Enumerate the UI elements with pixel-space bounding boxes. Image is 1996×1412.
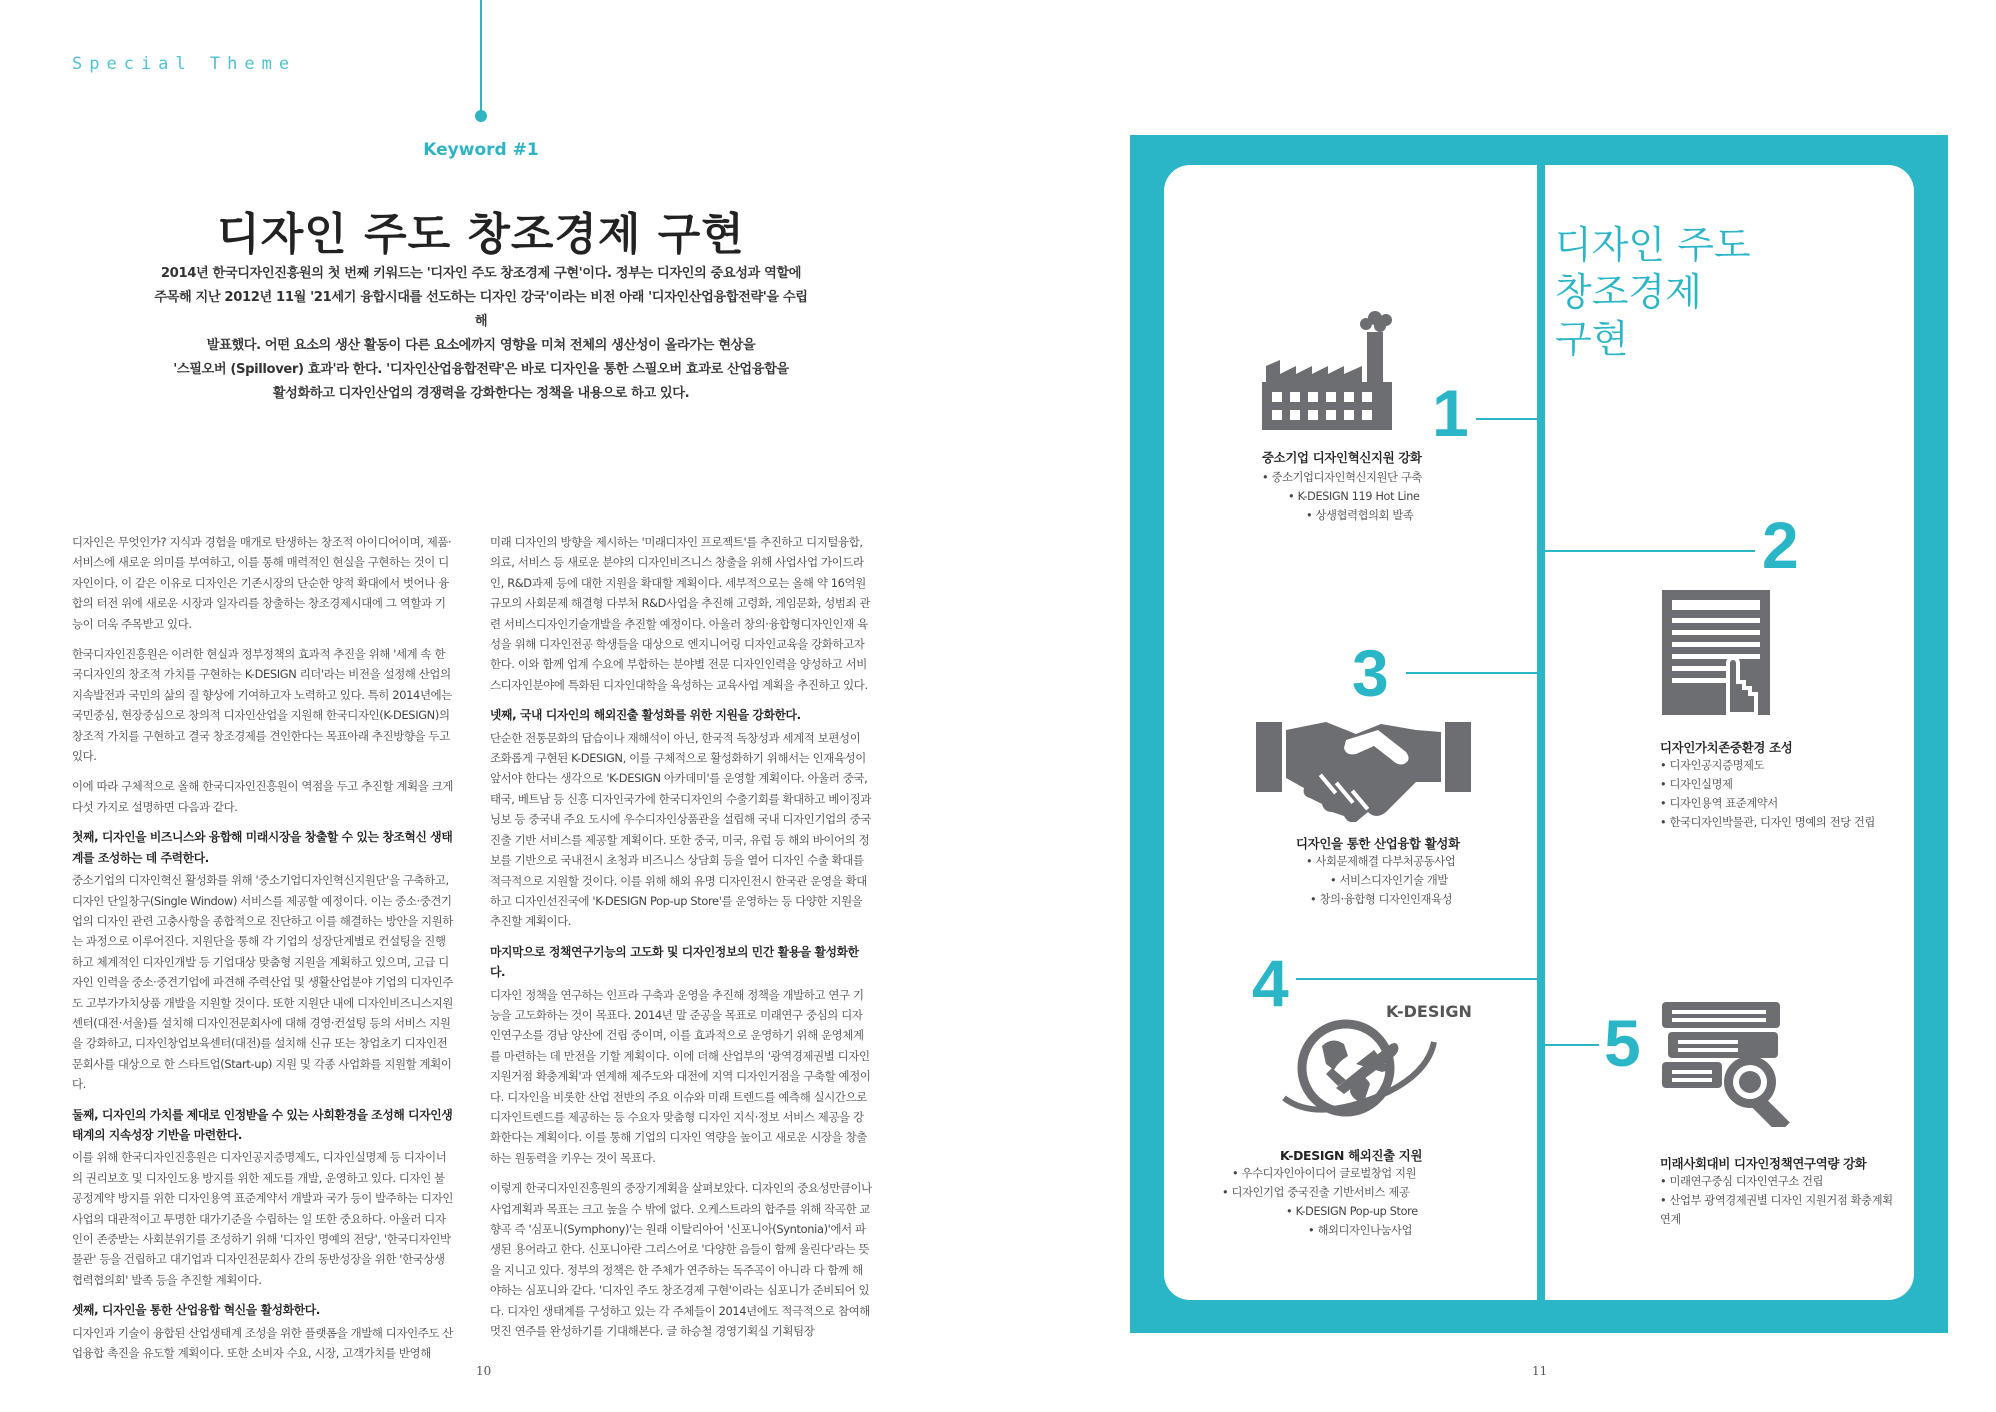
page-number-left: 10	[476, 1364, 492, 1378]
infographic-title-line: 창조경제	[1555, 270, 1702, 314]
infographic-title	[1555, 222, 1751, 363]
keyword-connector-dot	[475, 110, 487, 122]
section-heading: 넷째, 국내 디자인의 해외진출 활성화를 위한 지원을 강화한다.	[490, 708, 801, 723]
keyword-label: Keyword #1	[423, 140, 539, 160]
item-4-bullet: • 우수디자인아이디어 글로벌창업 지원	[1222, 1164, 1537, 1183]
intro-paragraph	[150, 262, 812, 406]
item-4-bullet: • K-DESIGN Pop-up Store	[1222, 1202, 1537, 1221]
item-1-bullet: • 중소기업디자인혁신지원단 구축	[1262, 468, 1542, 487]
item-1-bullets	[1262, 468, 1542, 525]
item-number-5: 5	[1604, 1006, 1641, 1080]
item-2-bullet: • 디자인공지증명제도	[1660, 756, 1900, 775]
section-heading: 둘째, 디자인의 가치를 제대로 인정받을 수 있는 사회환경을 조성해 디자인생태계의 지속성장 기반을 마련한다.	[72, 1107, 453, 1142]
globe-plane-icon	[1278, 1006, 1438, 1126]
intro-line: 활성화하고 디자인산업의 경쟁력을 강화한다는 정책을 내용으로 하고 있다.	[272, 386, 690, 401]
item-number-3: 3	[1352, 636, 1389, 710]
item-4-connector	[1296, 978, 1537, 980]
item-3-bullet: • 서비스디자인기술 개발	[1296, 871, 1536, 890]
factory-icon	[1262, 310, 1417, 430]
item-2-heading: 디자인가치존중환경 조성	[1660, 740, 1793, 755]
item-2-connector	[1545, 550, 1755, 552]
item-1-connector	[1476, 418, 1537, 420]
section-heading: 마지막으로 정책연구기능의 고도화 및 디자인정보의 민간 활용을 활성화한다.	[490, 944, 859, 980]
body-paragraph: 중소기업의 디자인혁신 활성화를 위해 '중소기업디자인혁신지원단'을 구축하고, 디자인 단일창구(Single Window) 서비스를 제공할 예정이다. 이는 중소·중견기업의 디자인 관련 고충사항을 종합적으로 진단하고 이를 해결하는 방안을 지원하는 과정으로 이루어진다. 지원단을 통해 각 기업의 성장단계별로 컨설팅을 진행하고 체계적인 디자인개발 등 기업대상 맞춤형 지원을 계획하고 있으며, 고급 디자인 인력을 중소·중견기업에 파견해 주력산업 및 생활산업분야 기업의 디자인주도 고부가가치상품 개발을 지원할 것이다. 또한 지원단 내에 디자인비즈니스지원센터(대전·서울)를 설치해 디자인전문회사에 대해 경영·컨설팅 등의 서비스 지원을 강화하고, 디자인창업보육센터(대전)를 설치해 신규 또는 창업초기 디자인전문회사를 대상으로 한 스타트업(Start-up) 지원 및 각종 사업화를 지원할 계획이다.	[72, 873, 453, 1092]
item-2-bullet: • 한국디자인박물관, 디자인 명예의 전당 건립	[1660, 813, 1900, 832]
article-title: 디자인 주도 창조경제 구현	[217, 209, 745, 260]
k-design-badge: K-DESIGN	[1386, 1002, 1472, 1021]
infographic-title-line: 구현	[1555, 317, 1629, 361]
item-5-connector	[1545, 1044, 1599, 1046]
body-paragraph: 이를 위해 한국디자인진흥원은 디자인공지증명제도, 디자인실명제 등 디자이너의 권리보호 및 디자인도용 방지를 위한 제도를 개발, 운영하고 있다. 디자인 불공정계약 방지를 위한 디자인용역 표준계약서 개발과 국가 등이 발주하는 디자인사업의 대관적이고 투명한 대가기준을 수립하는 일 또한 중요하다. 아울러 디자인이 존중받는 사회분위기를 조성하기 위해 '디자인 명예의 전당', '한국디자인박물관' 등을 건립하고 대기업과 디자인전문회사 간의 동반성장을 위한 '한국상생협력협의회' 발족 등을 추진할 계획이다.	[72, 1150, 453, 1287]
item-number-1: 1	[1432, 376, 1469, 450]
item-1-bullet: • K-DESIGN 119 Hot Line	[1262, 487, 1542, 506]
item-4-bullets	[1222, 1164, 1537, 1240]
books-magnifier-icon	[1662, 1002, 1792, 1127]
item-2-bullets	[1660, 756, 1900, 832]
item-number-2: 2	[1762, 508, 1799, 582]
intro-line: 2014년 한국디자인진흥원의 첫 번째 키워드는 '디자인 주도 창조경제 구현'이다. 정부는 디자인의 중요성과 역할에	[160, 266, 802, 281]
body-paragraph: 한국디자인진흥원은 이러한 현실과 정부정책의 효과적 추진을 위해 '세계 속 한국디자인의 창조적 가치를 구현하는 K-DESIGN 리더'라는 비전을 설정해 산업의 지속발전과 국민의 삶의 질 향상에 기여하고자 노력하고 있다. 특히 2014년에는 국민중심, 현장중심으로 창의적 디자인산업을 지원해 한국디자인(K-DESIGN)의 창조적 가치를 구현하고 결국 창조경제를 견인한다는 목표아래 추진방향을 두고 있다.	[72, 647, 452, 764]
intro-line: '스필오버 (Spillover) 효과'라 한다. '디자인산업융합전략'은 바로 디자인을 통한 스필오버 효과로 산업융합을	[173, 362, 789, 377]
item-4-bullet: • 해외디자인나눔사업	[1222, 1221, 1537, 1240]
item-1-heading: 중소기업 디자인혁신지원 강화	[1262, 450, 1422, 465]
body-paragraph: 디자인과 기술이 융합된 산업생태계 조성을 위한 플랫폼을 개발해 디자인주도 산업융합 촉진을 유도할 계획이다. 또한 소비자 수요, 시장, 고객가치를 반영해	[72, 1325, 453, 1361]
page-number-right: 11	[1532, 1364, 1548, 1378]
body-paragraph: 단순한 전통문화의 답습이나 재해석이 아닌, 한국적 독창성과 세계적 보편성이 조화롭게 구현된 K-DESIGN, 이를 구체적으로 활성화하기 위해서는 인재육성이 앞서야 한다는 생각으로 'K-DESIGN 아카데미'를 운영할 계획이다. 아울러 중국, 태국, 베트남 등 신흥 디자인국가에 한국디자인의 수출기회를 확대하고 베이징과 닝보 등 중국내 주요 도시에 우수디자인상품관을 설립해 국내 디자인기업의 중국진출 기반 서비스를 제공할 계획이다. 또한 중국, 미국, 유럽 등 해외 바이어의 정보를 기반으로 국내전시 초청과 비즈니스 상담회 등을 열어 디자인 수출 확대를 적극적으로 지원할 것이다. 이를 위해 해외 유명 디자인전시 한국관 운영을 확대하고 디자인선진국에 'K-DESIGN Pop-up Store'를 운영하는 등 다양한 지원을 추진할 계획이다.	[490, 730, 871, 929]
section-heading: 셋째, 디자인을 통한 산업융합 혁신을 활성화한다.	[72, 1303, 320, 1318]
item-5-bullet: • 미래연구중심 디자인연구소 건립	[1660, 1172, 1900, 1191]
special-theme-label: Special Theme	[72, 54, 297, 74]
item-2-bullet: • 디자인실명제	[1660, 775, 1900, 794]
item-3-heading: 디자인을 통한 산업융합 활성화	[1296, 836, 1460, 851]
item-3-bullet: • 사회문제해결 다부처공동사업	[1296, 852, 1536, 871]
item-3-bullet: • 창의·융합형 디자인인재육성	[1296, 890, 1536, 909]
handshake-icon	[1256, 712, 1471, 822]
section-heading: 첫째, 디자인을 비즈니스와 융합해 미래시장을 창출할 수 있는 창조혁신 생태계를 조성하는 데 주력한다.	[72, 830, 453, 865]
item-3-bullets	[1296, 852, 1536, 909]
document-hand-icon	[1662, 590, 1782, 715]
item-number-4: 4	[1252, 946, 1289, 1020]
item-4-bullet: • 디자인기업 중국진출 기반서비스 제공	[1222, 1183, 1537, 1202]
item-1-bullet: • 상생협력협의회 발족	[1262, 506, 1542, 525]
item-5-heading: 미래사회대비 디자인정책연구역량 강화	[1660, 1156, 1867, 1171]
body-paragraph: 디자인 정책을 연구하는 인프라 구축과 운영을 추진해 정책을 개발하고 연구 기능을 고도화하는 것이 목표다. 2014년 말 준공을 목표로 미래연구 중심의 디자인연구소를 경남 양산에 건립 중이며, 이를 효과적으로 운영하기 위해 운영체계를 마련하는 데 만전을 기할 계획이다. 이에 더해 산업부의 '광역경제권별 디자인지원거점 확충계획'과 연계해 제주도와 대전에 지역 디자인거점을 구축할 예정이다. 디자인을 비롯한 산업 전반의 주요 이슈와 미래 트렌드를 예측해 실시간으로 디자인트렌드를 제공하는 등 수요자 맞춤형 디자인 지식·정보 서비스 제공을 강화한다는 계획이다. 이를 통해 기업의 디자인 역량을 높이고 새로운 시장을 창출하는 원동력을 키우는 것이 목표다.	[490, 987, 871, 1165]
item-5-bullets	[1660, 1172, 1900, 1229]
body-column-right	[490, 532, 872, 1351]
body-paragraph: 디자인은 무엇인가? 지식과 경험을 매개로 탄생하는 창조적 아이디어이며, 제품·서비스에 새로운 의미를 부여하고, 이를 통해 매력적인 현실을 구현하는 것이 디자인이다. 이 같은 이유로 디자인은 기존시장의 단순한 양적 확대에서 벗어나 융합의 터전 위에 새로운 시장과 일자리를 창출하는 창조경제시대에 그 역할과 기능이 더욱 주목받고 있다.	[72, 535, 452, 631]
body-paragraph: 미래 디자인의 방향을 제시하는 '미래디자인 프로젝트'를 추진하고 디지털융합, 의료, 서비스 등 새로운 분야의 디자인비즈니스 창출을 위해 사업사업 가이드라인, R&D과제 등에 대한 지원을 확대할 계획이다. 세부적으로는 올해 약 16억원 규모의 사회문제 해결형 다부처 R&D사업을 추진해 고령화, 게임문화, 성범죄 관련 서비스디자인기술개발을 추진할 예정이다. 아울러 창의·융합형디자인인재 육성을 위해 디자인전공 학생들을 대상으로 엔지니어링 디자인교육을 강화하고자 한다. 이와 함께 업계 수요에 부합하는 분야별 전문 디자인인력을 양성하고 서비스디자인분야에 특화된 디자인대학을 육성하는 교육사업 계획을 추진하고 있다.	[490, 535, 871, 692]
item-4-heading: K-DESIGN 해외진출 지원	[1280, 1148, 1423, 1163]
body-paragraph: 이렇게 한국디자인진흥원의 중장기계획을 살펴보았다. 디자인의 중요성만큼이나 사업계획과 목표는 크고 높을 수 밖에 없다. 오케스트라의 합주를 위해 작곡한 교향곡 즉 '심포니(Symphony)'는 원래 이탈리아어 '신포니아(Syntonia)'에서 파생된 용어라고 한다. 신포니아란 그리스어로 '다양한 음들이 함께 울린다'라는 뜻을 지니고 있다. 정부의 정책은 한 주체가 연주하는 독주곡이 아니라 다 함께 해야하는 심포니와 같다. '디자인 주도 창조경제 구현'이라는 심포니가 준비되어 있다. 디자인 생태계를 구성하고 있는 각 주체들이 2014년에도 적극적으로 참여해 멋진 연주를 완성하기를 기대해본다. 글 하승철 경영기획실 기획팀장	[490, 1181, 872, 1339]
intro-line: 발표했다. 어떤 요소의 생산 활동이 다른 요소에까지 영향을 미쳐 전체의 생산성이 올라가는 현상을	[206, 338, 756, 353]
body-paragraph: 이에 따라 구체적으로 올해 한국디자인진흥원이 역점을 두고 추진할 계획을 크게 다섯 가지로 설명하면 다음과 같다.	[72, 779, 453, 814]
body-column-left	[72, 532, 454, 1373]
item-5-bullet: • 산업부 광역경제권별 디자인 지원거점 확충계획 연계	[1660, 1191, 1900, 1229]
infographic-divider	[1537, 165, 1545, 1300]
keyword-connector-line	[480, 0, 482, 112]
intro-line: 주목해 지난 2012년 11월 '21세기 융합시대를 선도하는 디자인 강국'이라는 비전 아래 '디자인산업융합전략'을 수립해	[154, 290, 808, 329]
item-3-connector	[1406, 672, 1537, 674]
infographic-title-line: 디자인 주도	[1555, 223, 1751, 267]
item-2-bullet: • 디자인용역 표준계약서	[1660, 794, 1900, 813]
